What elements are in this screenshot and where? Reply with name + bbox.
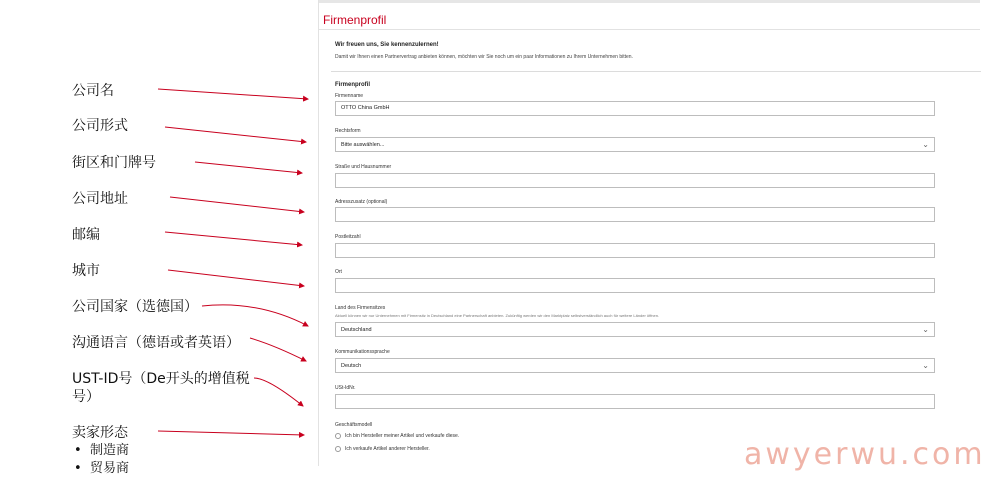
arrow-address (170, 197, 304, 212)
plz-input[interactable] (335, 243, 935, 258)
annotation-seller-type-title: 卖家形态 (72, 425, 128, 441)
annotation-legal-form: 公司形式 (72, 118, 128, 134)
land-label: Land des Firmensitzes (335, 305, 386, 311)
annotation-seller-type (72, 424, 129, 478)
land-value: Deutschland (341, 326, 372, 333)
annotation-postcode: 邮编 (72, 227, 100, 243)
annotation-country: 公司国家（选德国） (72, 299, 198, 315)
arrow-company-name (158, 89, 308, 99)
intro-text: Damit wir Ihnen einen Partnervertrag anbieten können, möchten wir Sie noch um ein paar Informationen zu Ihrem Unternehmen bitten. (335, 54, 633, 60)
chevron-down-icon: ⌄ (922, 360, 929, 370)
business-model-option-manufacturer[interactable] (335, 433, 459, 439)
arrow-street (195, 162, 302, 173)
business-model-option-label: Ich bin Hersteller meiner Artikel und verkaufe diese. (345, 433, 460, 439)
ort-label: Ort (335, 269, 342, 275)
arrow-city (168, 270, 304, 286)
chevron-down-icon: ⌄ (922, 139, 929, 149)
annotation-seller-type-trader: • 贸易商 (72, 460, 129, 478)
arrow-language (250, 338, 306, 361)
annotation-ust-id (72, 370, 250, 406)
company-profile-panel (318, 0, 980, 466)
annotation-company-name: 公司名 (72, 83, 114, 99)
panel-title: Firmenprofil (323, 13, 387, 27)
rechtsform-label: Rechtsform (335, 128, 361, 134)
adresszusatz-label: Adresszusatz (optional) (335, 199, 388, 205)
business-model-label: Geschäftsmodell (335, 422, 373, 428)
annotation-language: 沟通语言（德语或者英语） (72, 335, 240, 351)
strasse-label: Straße und Hausnummer (335, 164, 392, 170)
arrow-country (202, 305, 308, 326)
land-hint: Aktuell können wir nur Unternehmen mit Firmensitz in Deutschland eine Partnerschaft anbieten. Zukünftig werden wir den Marktplatz selbstverständlich auch für weitere Länder öffnen. (335, 313, 660, 318)
radio-button[interactable] (335, 433, 341, 439)
annotation-address: 公司地址 (72, 191, 128, 207)
section-title: Firmenprofil (335, 82, 371, 88)
watermark: awyerwu.com (744, 437, 986, 472)
annotation-seller-type-list (72, 442, 129, 478)
rechtsform-select[interactable] (335, 137, 935, 152)
arrow-ust-id (254, 378, 303, 406)
divider (331, 71, 981, 72)
arrow-seller-type (158, 431, 304, 435)
plz-label: Postleitzahl (335, 234, 361, 240)
annotation-ust-id-line2: 号） (72, 389, 100, 405)
annotation-ust-id-line1: UST-ID号（De开头的增值税 (72, 371, 250, 387)
sprache-label: Kommunikationssprache (335, 349, 390, 355)
adresszusatz-input[interactable] (335, 207, 935, 222)
annotation-street: 街区和门牌号 (72, 155, 156, 171)
business-model-option-label: Ich verkaufe Artikel anderer Hersteller. (345, 446, 430, 452)
sprache-value: Deutsch (341, 362, 362, 369)
business-model-option-trader[interactable] (335, 446, 430, 452)
ustid-label: USt-IdNr. (335, 385, 356, 391)
firmenname-label: Firmenname (335, 93, 364, 99)
strasse-input[interactable] (335, 173, 935, 188)
annotation-seller-type-manufacturer: • 制造商 (72, 442, 129, 460)
arrow-legal-form (165, 127, 306, 142)
intro-title: Wir freuen uns, Sie kennenzulernen! (335, 42, 439, 48)
sprache-select[interactable] (335, 358, 935, 373)
chevron-down-icon: ⌄ (922, 324, 929, 334)
land-select[interactable] (335, 322, 935, 337)
rechtsform-value: Bitte auswählen... (341, 141, 385, 148)
ort-input[interactable] (335, 278, 935, 293)
firmenname-input[interactable]: OTTO China GmbH (335, 101, 935, 116)
ustid-input[interactable] (335, 394, 935, 409)
panel-header (319, 0, 980, 30)
arrow-postcode (165, 232, 302, 245)
radio-button[interactable] (335, 446, 341, 452)
annotation-city: 城市 (72, 263, 100, 279)
